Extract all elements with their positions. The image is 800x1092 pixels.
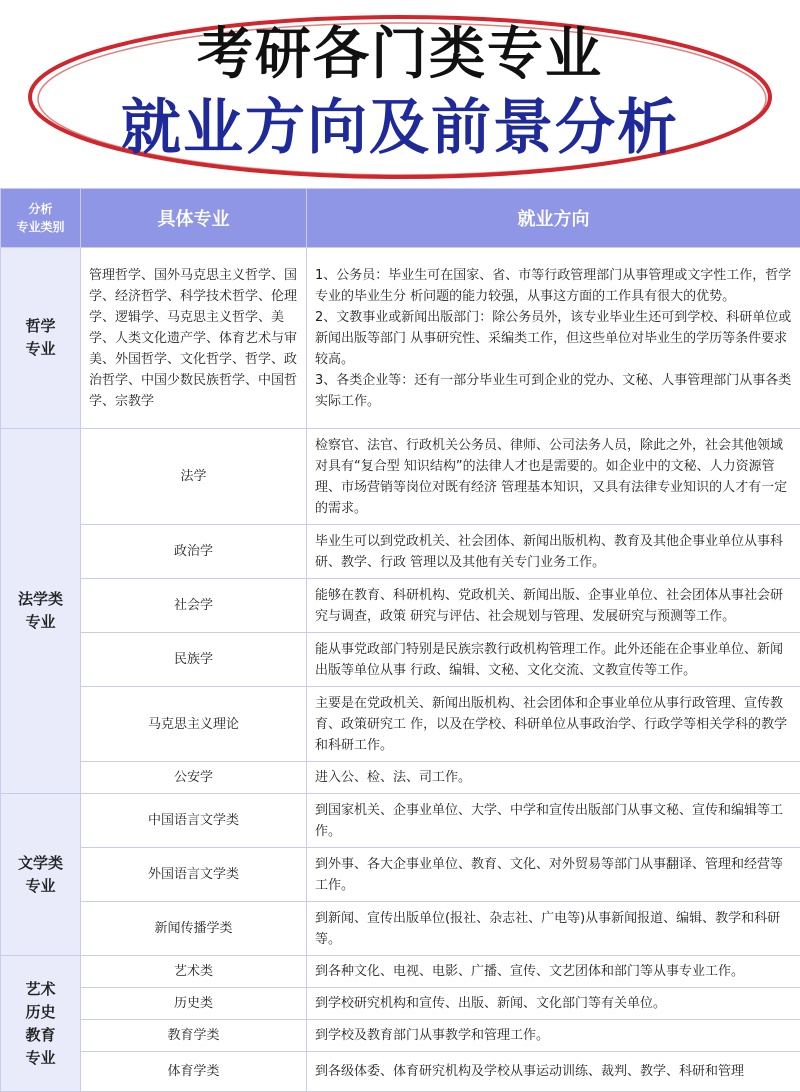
table-row	[1, 525, 800, 579]
category-cell: 哲学 专业	[1, 248, 81, 429]
specialty-cell: 马克思主义理论	[81, 687, 307, 762]
table-row	[1, 1052, 800, 1092]
direction-cell: 能够在教育、科研机构、党政机关、新闻出版、企事业单位、社会团体从事社会研究与调查，政策 研究与评估、社会规划与管理、发展研究与预测等工作。	[307, 579, 800, 633]
table-row	[1, 848, 800, 902]
direction-cell: 1、公务员：毕业生可在国家、省、市等行政管理部门从事管理或文字性工作，哲学专业的毕业生分 析问题的能力较强，从事这方面的工作具有很大的优势。 2、文教事业或新闻出版部门：除公务员外，该专业毕业生还可到学校、科研单位或新闻出版等部门 从事研究性、采编类工作，但这些单位对毕业生的学历等条件要求较高。 3、各类企业等：还有一部分毕业生可到企业的党办、文秘、人事管理部门从事各类实际工作。	[307, 248, 800, 429]
table-row	[1, 248, 800, 429]
specialty-cell: 社会学	[81, 579, 307, 633]
specialty-cell: 民族学	[81, 633, 307, 687]
specialty-cell: 政治学	[81, 525, 307, 579]
table-header-row	[1, 189, 800, 248]
specialty-cell: 中国语言文学类	[81, 794, 307, 848]
direction-cell: 到新闻、宣传出版单位(报社、杂志社、广电等)从事新闻报道、编辑、教学和科研等。	[307, 902, 800, 956]
direction-cell: 到各种文化、电视、电影、广播、宣传、文艺团体和部门等从事专业工作。	[307, 956, 800, 988]
direction-cell: 检察官、法官、行政机关公务员、律师、公司法务人员，除此之外，社会其他领域对具有“复合型 知识结构”的法律人才也是需要的。如企业中的文秘、人力资源管理、市场营销等岗位对既有经济 管理基本知识，又具有法律专业知识的人才有一定的需求。	[307, 429, 800, 525]
specialty-cell: 管理哲学、国外马克思主义哲学、国学、经济哲学、科学技术哲学、伦理学、逻辑学、马克思主义哲学、美学、人类文化遗产学、体育艺术与审美、外国哲学、文化哲学、哲学、政治哲学、中国少数民族哲学、中国哲学、宗教学	[81, 248, 307, 429]
category-cell: 艺术 历史 教育 专业	[1, 956, 81, 1092]
direction-cell: 能从事党政部门特别是民族宗教行政机构管理工作。此外还能在企事业单位、新闻出版等单位从事 行政、编辑、文秘、文化交流、文教宣传等工作。	[307, 633, 800, 687]
table-row	[1, 429, 800, 525]
table-row	[1, 956, 800, 988]
specialty-cell: 艺术类	[81, 956, 307, 988]
direction-cell: 毕业生可以到党政机关、社会团体、新闻出版机构、教育及其他企事业单位从事科研、教学、行政 管理以及其他有关专门业务工作。	[307, 525, 800, 579]
specialty-cell: 历史类	[81, 988, 307, 1020]
table-row	[1, 902, 800, 956]
title-line-2: 就业方向及前景分析	[0, 92, 800, 164]
specialty-cell: 新闻传播学类	[81, 902, 307, 956]
specialty-cell: 法学	[81, 429, 307, 525]
majors-table	[0, 188, 800, 1092]
direction-cell: 到学校及教育部门从事教学和管理工作。	[307, 1020, 800, 1052]
table-row	[1, 988, 800, 1020]
table-row	[1, 633, 800, 687]
table-row	[1, 762, 800, 794]
title-line-1: 考研各门类专业	[0, 20, 800, 90]
category-cell: 法学类 专业	[1, 429, 81, 794]
category-cell: 文学类 专业	[1, 794, 81, 956]
direction-cell: 主要是在党政机关、新闻出版机构、社会团体和企事业单位从事行政管理、宣传教育、政策研究工 作，以及在学校、科研单位从事政治学、行政学等相关学科的教学和科研工作。	[307, 687, 800, 762]
direction-cell: 到学校研究机构和宣传、出版、新闻、文化部门等有关单位。	[307, 988, 800, 1020]
table-row	[1, 687, 800, 762]
direction-cell: 进入公、检、法、司工作。	[307, 762, 800, 794]
direction-cell: 到外事、各大企事业单位、教育、文化、对外贸易等部门从事翻译、管理和经营等工作。	[307, 848, 800, 902]
header-category: 分析 专业类别	[1, 189, 81, 248]
table-row	[1, 579, 800, 633]
table-row	[1, 794, 800, 848]
table-row	[1, 1020, 800, 1052]
header-specialty: 具体专业	[81, 189, 307, 248]
specialty-cell: 公安学	[81, 762, 307, 794]
direction-cell: 到国家机关、企事业单位、大学、中学和宣传出版部门从事文秘、宣传和编辑等工作。	[307, 794, 800, 848]
header-direction: 就业方向	[307, 189, 800, 248]
specialty-cell: 教育学类	[81, 1020, 307, 1052]
specialty-cell: 体育学类	[81, 1052, 307, 1092]
direction-cell: 到各级体委、体育研究机构及学校从事运动训练、裁判、教学、科研和管理	[307, 1052, 800, 1092]
specialty-cell: 外国语言文学类	[81, 848, 307, 902]
header-banner	[0, 0, 800, 188]
